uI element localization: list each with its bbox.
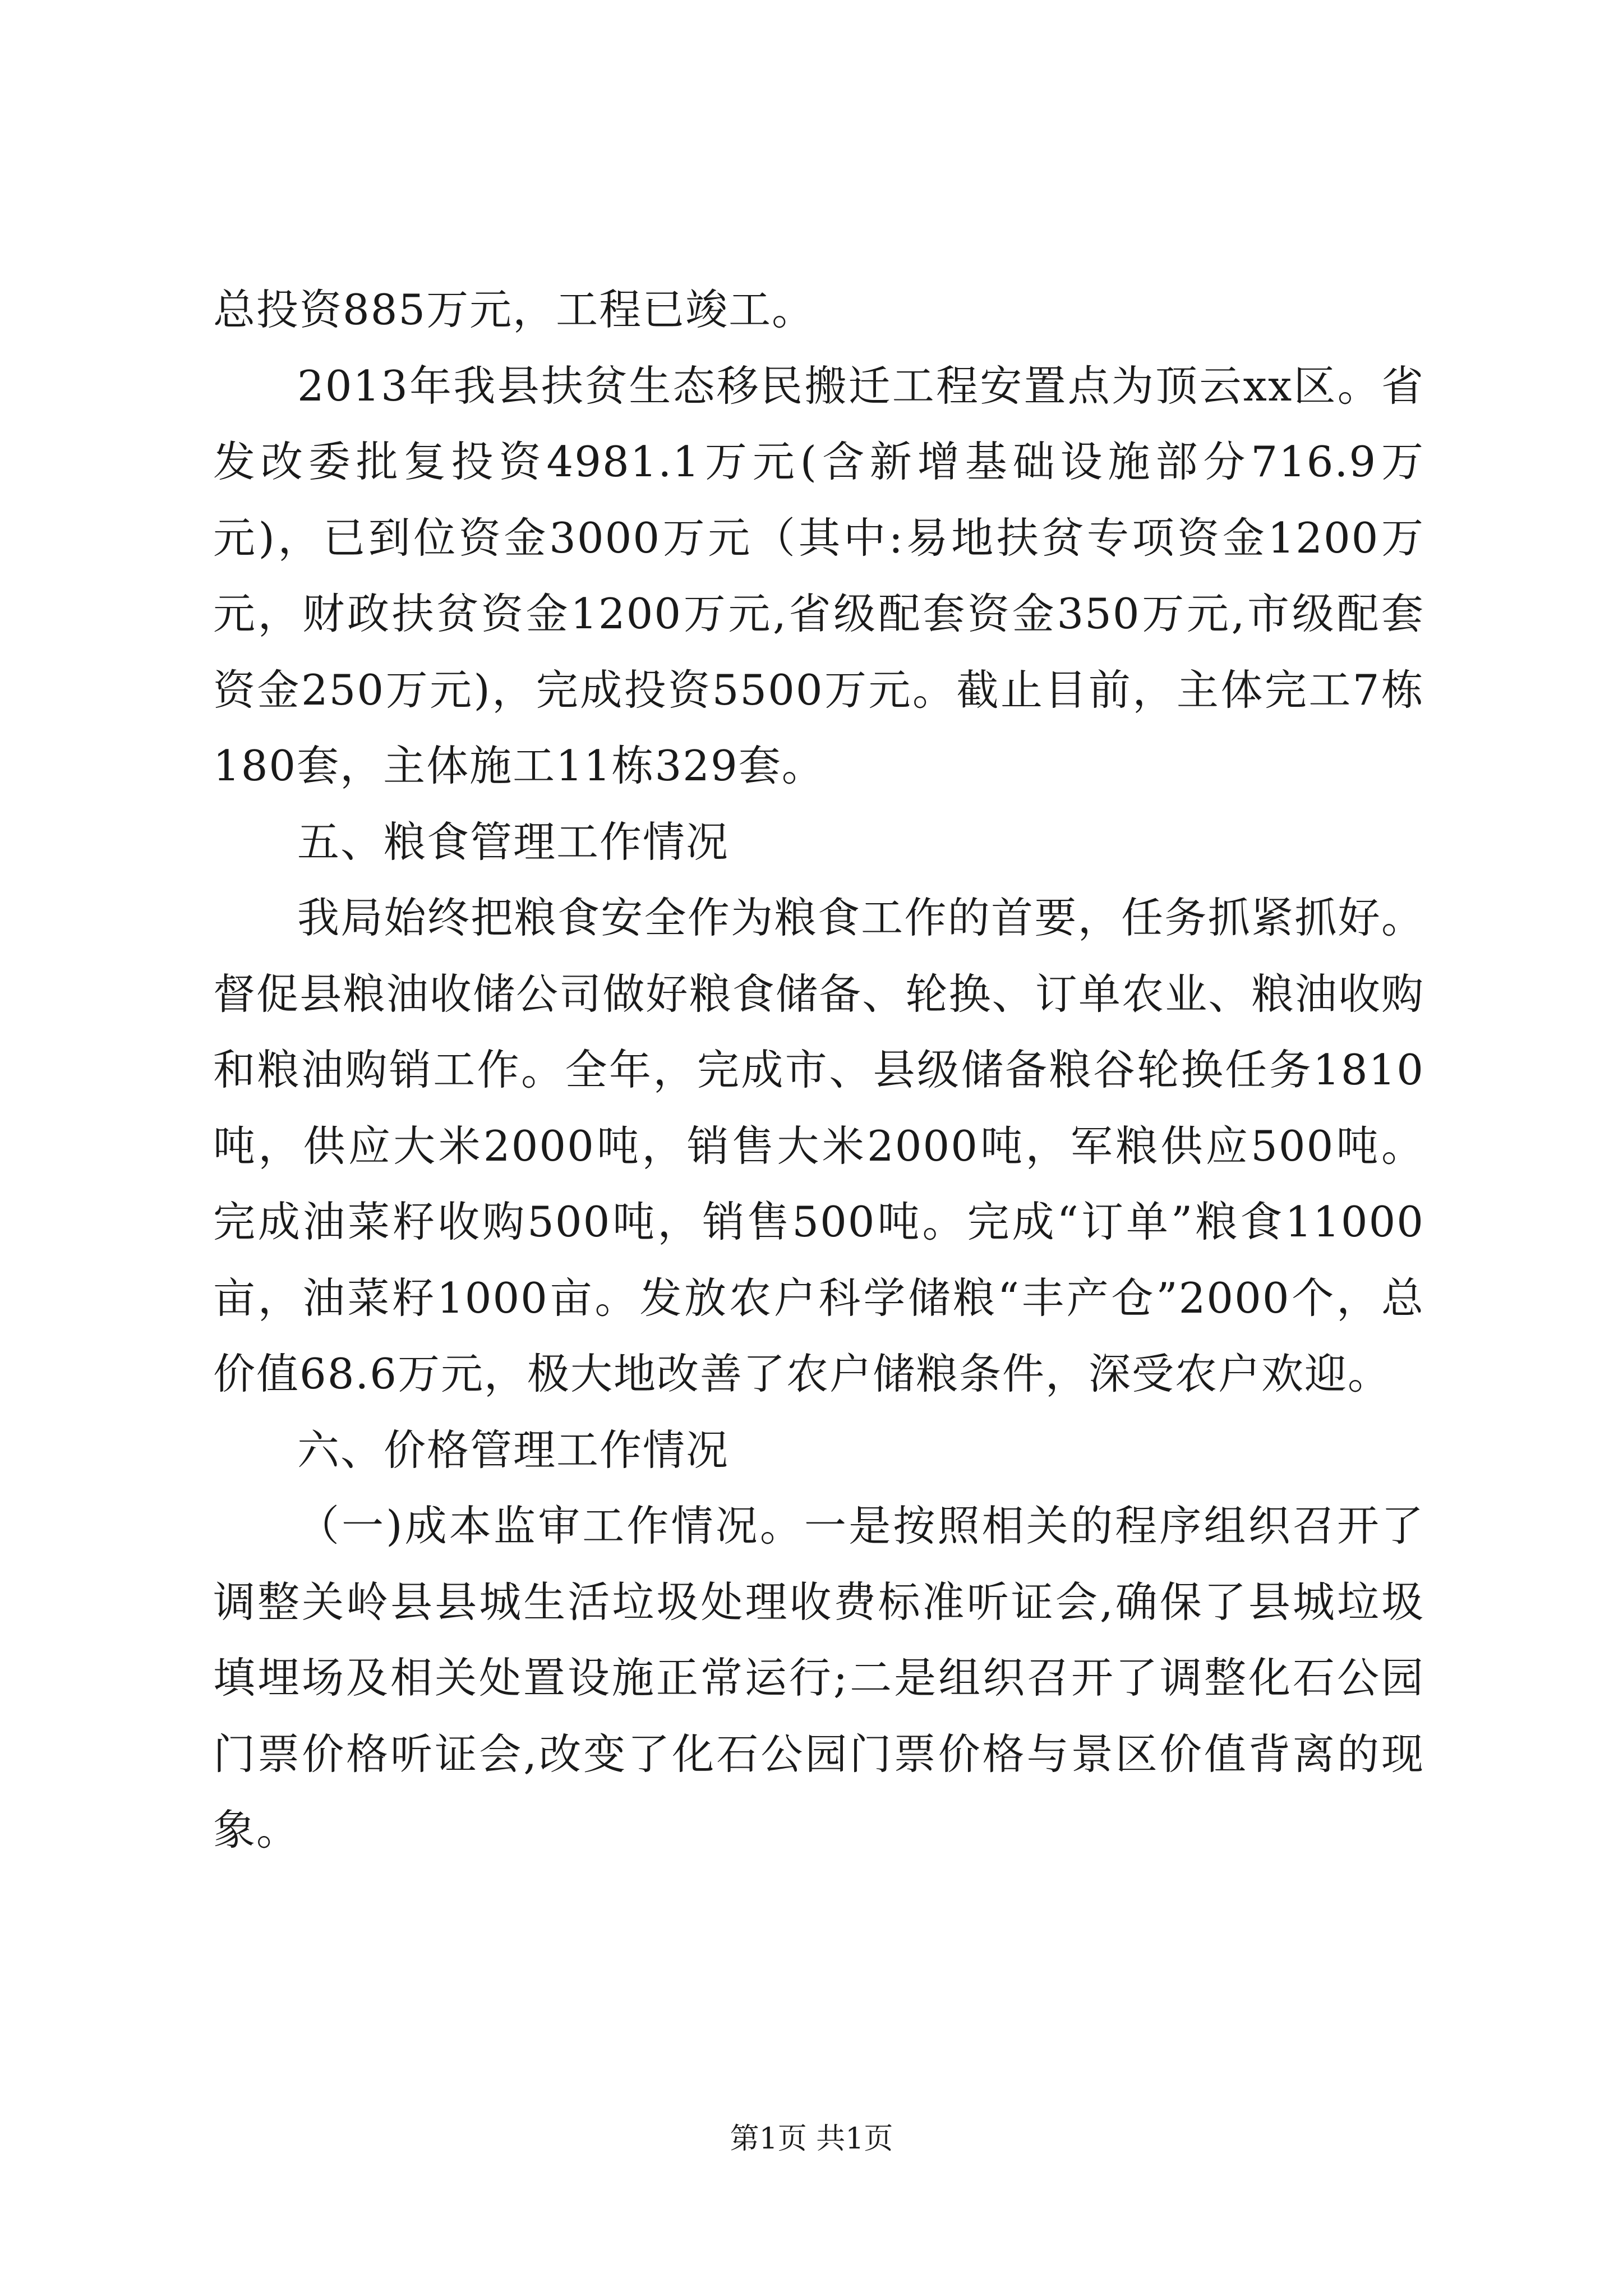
section-heading-grain: 五、粮食管理工作情况	[297, 817, 730, 867]
document-body	[213, 272, 1424, 1869]
section-heading-price: 六、价格管理工作情况	[297, 1425, 730, 1475]
paragraph-2: 2013年我县扶贫生态移民搬迁工程安置点为顶云xx区。省发改委批复投资4981.1万元(含新增基础设施部分716.9万元)，已到位资金3000万元（其中:易地扶贫专项资金1200万元，财政扶贫资金1200万元,省级配套资金350万元,市级配套资金250万元)，完成投资5500万元。截止目前，主体完工7栋180套，主体施工11栋329套。	[213, 361, 1424, 790]
paragraph-4: （一)成本监审工作情况。一是按照相关的程序组织召开了调整关岭县县城生活垃圾处理收费标准听证会,确保了县城垃圾填埋场及相关处置设施正常运行;二是组织召开了调整化石公园门票价格听证会,改变了化石公园门票价格与景区价值背离的现象。	[213, 1501, 1424, 1855]
page-footer: 第1页 共1页	[730, 2122, 893, 2156]
paragraph-3: 我局始终把粮食安全作为粮食工作的首要，任务抓紧抓好。督促县粮油收储公司做好粮食储备、轮换、订单农业、粮油收购和粮油购销工作。全年，完成市、县级储备粮谷轮换任务1810吨，供应大米2000吨，销售大米2000吨，军粮供应500吨。完成油菜籽收购500吨，销售500吨。完成“订单”粮食11000亩，油菜籽1000亩。发放农户科学储粮“丰产仓”2000个，总价值68.6万元，极大地改善了农户储粮条件，深受农户欢迎。	[213, 893, 1424, 1398]
paragraph-1: 总投资885万元，工程已竣工。	[213, 285, 815, 334]
